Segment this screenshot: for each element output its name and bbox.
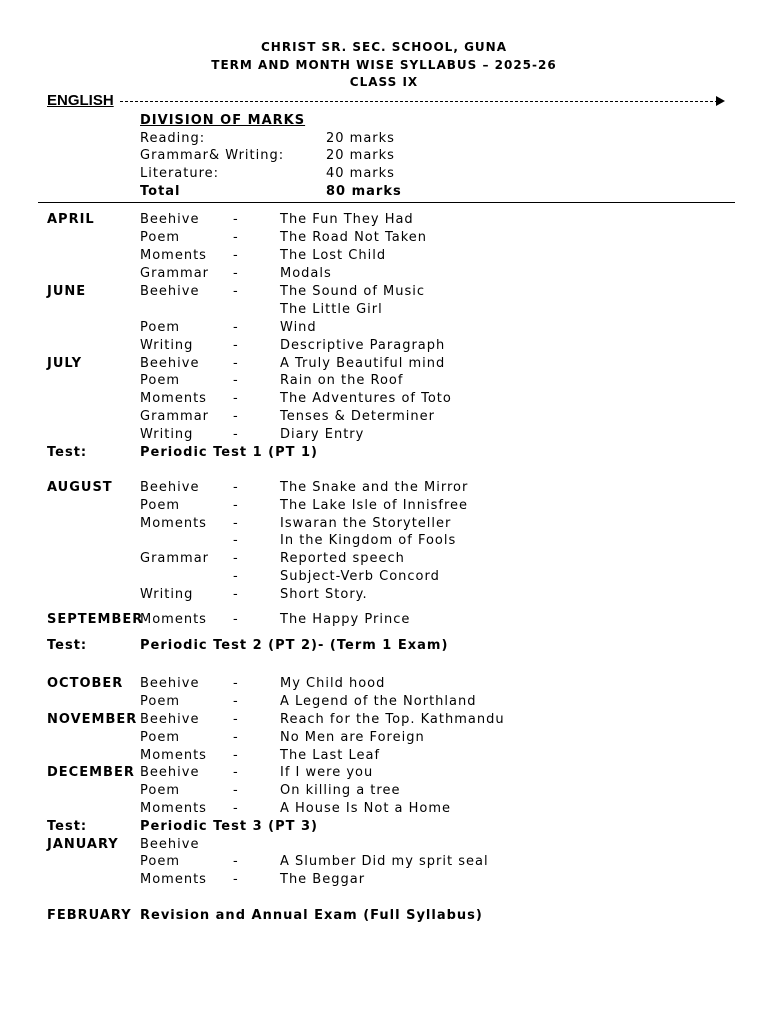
- marks-label: Literature:: [140, 166, 220, 181]
- month-label: NOVEMBER: [47, 712, 138, 727]
- category-label: Grammar: [140, 266, 210, 281]
- category-label: Moments: [140, 516, 207, 531]
- category-label: Poem: [140, 694, 180, 709]
- dash-separator: -: [233, 427, 239, 442]
- category-label: Beehive: [140, 284, 200, 299]
- month-label: Test:: [47, 819, 88, 834]
- category-label: Beehive: [140, 676, 200, 691]
- category-label: Beehive: [140, 837, 200, 852]
- topic-title: The Road Not Taken: [280, 230, 428, 245]
- arrow-head-icon: [716, 96, 725, 106]
- category-label: Poem: [140, 498, 180, 513]
- marks-value: 20 marks: [326, 148, 395, 163]
- topic-title: The Lost Child: [280, 248, 387, 263]
- topic-title: The Little Girl: [280, 302, 383, 317]
- marks-value: 40 marks: [326, 166, 395, 181]
- topic-title: Subject-Verb Concord: [280, 569, 440, 584]
- topic-title: A Slumber Did my sprit seal: [280, 854, 489, 869]
- category-label: Beehive: [140, 212, 200, 227]
- category-label: Moments: [140, 872, 207, 887]
- dash-separator: -: [233, 409, 239, 424]
- topic-title: Modals: [280, 266, 332, 281]
- category-label: Poem: [140, 373, 180, 388]
- dash-separator: -: [233, 284, 239, 299]
- topic-title: Wind: [280, 320, 317, 335]
- category-label: Moments: [140, 801, 207, 816]
- topic-title: A Truly Beautiful mind: [280, 356, 446, 371]
- topic-title: The Sound of Music: [280, 284, 426, 299]
- topic-title: If I were you: [280, 765, 374, 780]
- topic-title: Tenses & Determiner: [280, 409, 435, 424]
- dash-separator: -: [233, 612, 239, 627]
- dash-separator: -: [233, 212, 239, 227]
- dash-separator: -: [233, 248, 239, 263]
- dash-separator: -: [233, 516, 239, 531]
- marks-label: Grammar& Writing:: [140, 148, 285, 163]
- topic-title: The Happy Prince: [280, 612, 411, 627]
- dash-separator: -: [233, 801, 239, 816]
- topic-title: Reported speech: [280, 551, 405, 566]
- dash-separator: -: [233, 230, 239, 245]
- month-label: JULY: [47, 356, 83, 371]
- month-label: JANUARY: [47, 837, 119, 852]
- dash-separator: -: [233, 373, 239, 388]
- category-label: Beehive: [140, 712, 200, 727]
- topic-title: Descriptive Paragraph: [280, 338, 446, 353]
- month-label: FEBRUARY: [47, 908, 132, 923]
- dash-separator: -: [233, 748, 239, 763]
- month-label: APRIL: [47, 212, 95, 227]
- dash-separator: -: [233, 320, 239, 335]
- topic-title: The Adventures of Toto: [280, 391, 452, 406]
- dash-separator: -: [233, 551, 239, 566]
- category-label: Poem: [140, 783, 180, 798]
- topic-title: Short Story.: [280, 587, 368, 602]
- dash-separator: -: [233, 480, 239, 495]
- month-label: JUNE: [47, 284, 87, 299]
- category-label: Moments: [140, 248, 207, 263]
- test-description: Periodic Test 1 (PT 1): [140, 445, 318, 460]
- topic-title: A Legend of the Northland: [280, 694, 477, 709]
- category-label: Moments: [140, 391, 207, 406]
- subject-heading: ENGLISH: [47, 92, 114, 109]
- topic-title: The Beggar: [280, 872, 366, 887]
- dash-separator: -: [233, 676, 239, 691]
- test-description: Periodic Test 2 (PT 2)- (Term 1 Exam): [140, 638, 449, 653]
- month-label: SEPTEMBER: [47, 612, 144, 627]
- category-label: Grammar: [140, 551, 210, 566]
- topic-title: Iswaran the Storyteller: [280, 516, 452, 531]
- topic-title: The Fun They Had: [280, 212, 414, 227]
- month-label: OCTOBER: [47, 676, 124, 691]
- marks-value: 80 marks: [326, 184, 402, 199]
- marks-heading: DIVISION OF MARKS: [140, 113, 306, 128]
- topic-title: The Snake and the Mirror: [280, 480, 469, 495]
- topic-title: My Child hood: [280, 676, 386, 691]
- dash-separator: -: [233, 533, 239, 548]
- category-label: Writing: [140, 427, 194, 442]
- dash-separator: -: [233, 569, 239, 584]
- month-label: AUGUST: [47, 480, 113, 495]
- marks-value: 20 marks: [326, 131, 395, 146]
- dash-separator: -: [233, 712, 239, 727]
- dash-separator: -: [233, 391, 239, 406]
- category-label: Poem: [140, 320, 180, 335]
- dash-separator: -: [233, 872, 239, 887]
- category-label: Poem: [140, 230, 180, 245]
- category-label: Beehive: [140, 765, 200, 780]
- category-label: Writing: [140, 338, 194, 353]
- topic-title: On killing a tree: [280, 783, 401, 798]
- category-label: Moments: [140, 748, 207, 763]
- category-label: Poem: [140, 854, 180, 869]
- topic-title: The Last Leaf: [280, 748, 381, 763]
- dash-separator: -: [233, 338, 239, 353]
- topic-title: Reach for the Top. Kathmandu: [280, 712, 505, 727]
- topic-title: In the Kingdom of Fools: [280, 533, 457, 548]
- dashed-arrow-line: [120, 101, 718, 102]
- topic-title: Rain on the Roof: [280, 373, 404, 388]
- divider: [38, 202, 735, 203]
- dash-separator: -: [233, 266, 239, 281]
- test-description: Revision and Annual Exam (Full Syllabus): [140, 908, 483, 923]
- topic-title: A House Is Not a Home: [280, 801, 452, 816]
- category-label: Beehive: [140, 356, 200, 371]
- category-label: Grammar: [140, 409, 210, 424]
- topic-title: Diary Entry: [280, 427, 365, 442]
- dash-separator: -: [233, 498, 239, 513]
- marks-label: Total: [140, 184, 181, 199]
- month-label: Test:: [47, 445, 88, 460]
- dash-separator: -: [233, 783, 239, 798]
- dash-separator: -: [233, 694, 239, 709]
- category-label: Writing: [140, 587, 194, 602]
- class-label: CLASS IX: [349, 75, 419, 89]
- category-label: Moments: [140, 612, 207, 627]
- category-label: Beehive: [140, 480, 200, 495]
- dash-separator: -: [233, 765, 239, 780]
- topic-title: The Lake Isle of Innisfree: [280, 498, 469, 513]
- dash-separator: -: [233, 587, 239, 602]
- month-label: DECEMBER: [47, 765, 135, 780]
- dash-separator: -: [233, 730, 239, 745]
- dash-separator: -: [233, 854, 239, 869]
- test-description: Periodic Test 3 (PT 3): [140, 819, 318, 834]
- month-label: Test:: [47, 638, 88, 653]
- category-label: Poem: [140, 730, 180, 745]
- school-name: CHRIST SR. SEC. SCHOOL, GUNA: [261, 40, 507, 54]
- topic-title: No Men are Foreign: [280, 730, 425, 745]
- dash-separator: -: [233, 356, 239, 371]
- syllabus-title: TERM AND MONTH WISE SYLLABUS – 2025-26: [211, 58, 557, 72]
- marks-label: Reading:: [140, 131, 206, 146]
